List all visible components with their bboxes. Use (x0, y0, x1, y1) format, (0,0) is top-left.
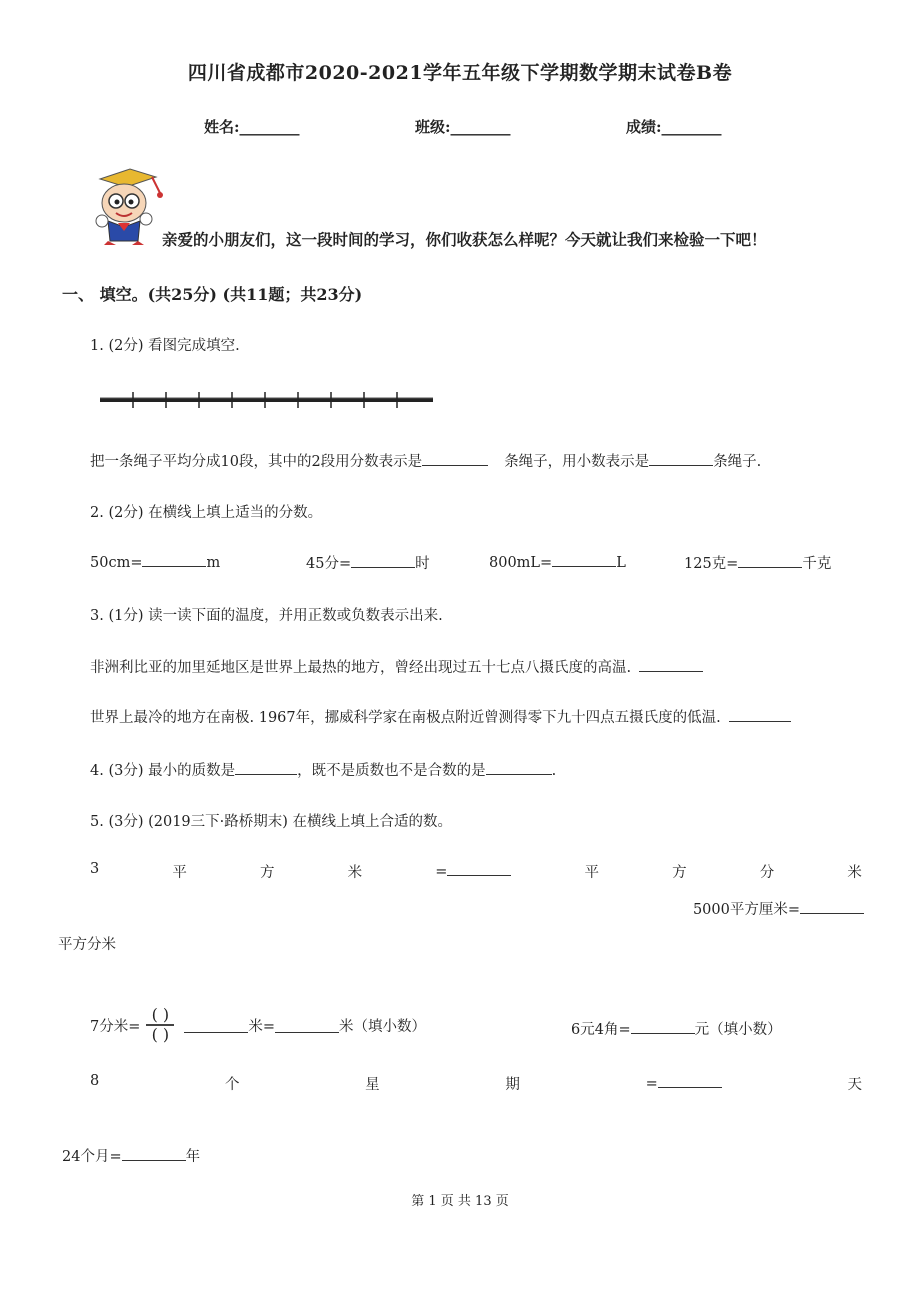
q4-question (90, 759, 556, 780)
q3-line-1 (90, 656, 703, 677)
q2-blank-3[interactable] (552, 552, 616, 567)
q5-row4-equals: = (645, 1076, 658, 1092)
score-field (626, 116, 722, 137)
q5-row-1 (90, 861, 862, 882)
name-label: 姓名: (204, 118, 240, 136)
class-label: 班级: (415, 118, 451, 136)
q5-row1-num: 3 (90, 861, 100, 877)
score-label: 成绩: (626, 118, 662, 136)
greeting-text: 亲爱的小朋友们，这一段时间的学习，你们收获怎么样呢？今天就让我们来检验一下吧！ (162, 230, 767, 249)
q5-fraction (146, 1006, 174, 1044)
q4-blank-2[interactable] (486, 760, 552, 775)
q3-line-1-text: 非洲利比亚的加里延地区是世界上最热的地方，曾经出现过五十七点八摄氏度的高温. (90, 660, 632, 676)
q5-row4-num: 8 (90, 1073, 100, 1089)
q5-fraction-denominator[interactable]: ( ) (151, 1025, 170, 1044)
q4-text-3: . (551, 763, 557, 779)
q1-text-2: 条绳子，用小数表示是 (504, 454, 650, 470)
q4-text-1: 4. (3分) 最小的质数是 (90, 763, 236, 779)
q1-question (90, 450, 761, 471)
section-heading: 一、 填空。(共25分) (共11题；共23分) (62, 285, 363, 304)
q5-row-3-right (571, 1018, 782, 1039)
q2-blank-1[interactable] (142, 552, 206, 567)
q5-row-3 (90, 1002, 426, 1048)
q5-row3-text-c: 米（填小数） (339, 1018, 427, 1035)
q2-item-3 (489, 552, 626, 571)
q4-text-2: ，既不是质数也不是合数的是 (297, 763, 486, 779)
q5-row3-text-e: 元（填小数） (694, 1022, 782, 1038)
q3-blank-2[interactable] (729, 707, 791, 722)
q5-row3-text-a: 7分米= (90, 1018, 141, 1035)
q2-heading: 2. (2分) 在横线上填上适当的分数。 (90, 505, 323, 521)
q2-item-3-unit: L (616, 555, 626, 571)
q5-row1-equals: = (435, 864, 448, 880)
q2-item-2-unit: 时 (415, 556, 430, 572)
q5-row4-char: 期 (505, 1077, 520, 1093)
q2-item-4-unit: 千克 (802, 556, 832, 572)
q5-row5-text-b: 年 (185, 1149, 201, 1165)
q5-row4-char: 天 (847, 1077, 862, 1093)
score-blank: ________ (661, 118, 722, 136)
q5-row2-unit: 平方分米 (58, 937, 116, 953)
q5-row1-char: 米 (847, 865, 862, 881)
q5-row5-text-a: 24个月= (62, 1149, 122, 1165)
q5-row3-text-b: 米= (248, 1018, 276, 1035)
q5-row-5 (62, 1145, 200, 1166)
q5-row4-char: 星 (365, 1077, 380, 1093)
q2-blank-4[interactable] (738, 553, 802, 568)
q2-blank-2[interactable] (351, 553, 415, 568)
q5-row1-char: 米 (347, 865, 363, 881)
page-title: 四川省成都市2020-2021学年五年级下学期数学期末试卷B卷 (187, 62, 733, 84)
q1-blank-fraction[interactable] (422, 451, 488, 466)
q5-row4-char: 个 (224, 1077, 240, 1093)
name-blank: ________ (239, 118, 300, 136)
rope-diagram (98, 388, 436, 412)
q5-row1-char: 方 (672, 865, 687, 881)
class-blank: ________ (450, 118, 511, 136)
q5-blank-5[interactable] (631, 1019, 695, 1034)
q5-row2-text: 5000平方厘米= (692, 902, 800, 918)
q5-row3-text-d: 6元4角= (571, 1022, 631, 1038)
q4-blank-1[interactable] (235, 760, 297, 775)
q5-row1-char: 平 (584, 865, 600, 881)
q2-item-1 (90, 552, 220, 571)
q5-row1-char: 方 (259, 865, 275, 881)
q2-item-4-left: 125克= (684, 556, 739, 572)
q2-item-1-left: 50cm= (90, 555, 143, 571)
q1-text-3: 条绳子. (713, 454, 762, 470)
name-field (204, 116, 300, 137)
mascot-doctor-icon (90, 165, 170, 247)
q5-row1-eq (435, 861, 511, 882)
q3-line-2 (90, 706, 791, 727)
q5-heading: 5. (3分) (2019三下·路桥期末) 在横线上填上合适的数。 (90, 814, 453, 830)
q5-row4-eq (646, 1073, 722, 1094)
q1-text-1: 把一条绳子平均分成10段，其中的2段用分数表示是 (90, 454, 423, 470)
q2-item-1-unit: m (206, 555, 221, 571)
q1-heading: 1. (2分) 看图完成填空. (90, 338, 240, 354)
q5-blank-1[interactable] (447, 861, 511, 876)
q5-blank-6[interactable] (658, 1073, 722, 1088)
q3-blank-1[interactable] (639, 657, 703, 672)
q5-blank-3[interactable] (184, 1018, 248, 1033)
page-footer: 第 1 页 共 13 页 (411, 1194, 509, 1209)
q2-item-2-left: 45分= (306, 556, 352, 572)
q5-blank-7[interactable] (122, 1146, 186, 1161)
q3-heading: 3. (1分) 读一读下面的温度，并用正数或负数表示出来. (90, 608, 443, 624)
q3-line-2-text: 世界上最冷的地方在南极. 1967年，挪威科学家在南极点附近曾测得零下九十四点五摄氏度的低温. (90, 710, 721, 726)
q5-blank-4[interactable] (275, 1018, 339, 1033)
class-field (415, 116, 511, 137)
q5-row-4 (90, 1073, 862, 1094)
q5-row1-char: 平 (172, 865, 187, 881)
q5-row-2 (693, 898, 864, 919)
q5-blank-2[interactable] (800, 899, 864, 914)
q5-row1-char: 分 (759, 865, 775, 881)
q2-item-2 (306, 552, 430, 573)
q1-blank-decimal[interactable] (649, 451, 713, 466)
q2-item-4 (684, 552, 831, 573)
q5-fraction-numerator[interactable]: ( ) (151, 1005, 170, 1024)
q2-item-3-left: 800mL= (489, 555, 553, 571)
